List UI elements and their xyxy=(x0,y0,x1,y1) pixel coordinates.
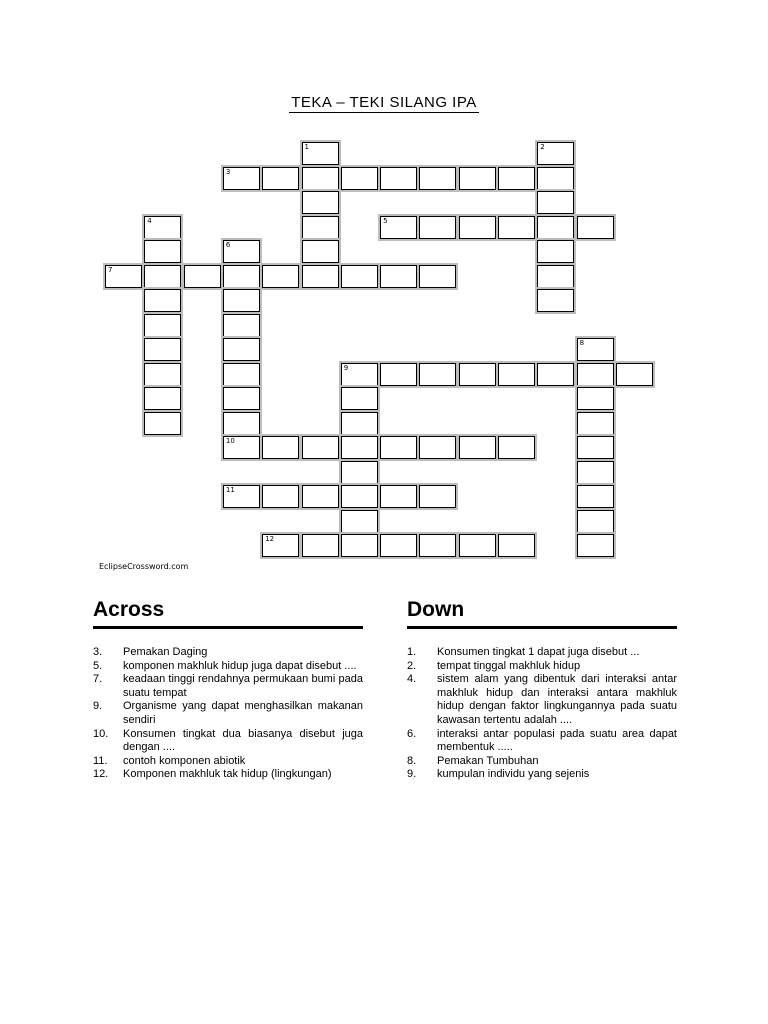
crossword-cell[interactable] xyxy=(223,289,260,312)
crossword-cell[interactable] xyxy=(144,216,181,239)
crossword-cell[interactable] xyxy=(498,534,535,557)
crossword-cell[interactable] xyxy=(302,216,339,239)
crossword-cell[interactable] xyxy=(223,436,260,459)
cell-number: 8 xyxy=(579,339,585,347)
crossword-cell[interactable] xyxy=(262,485,299,508)
crossword-cell[interactable] xyxy=(341,265,378,288)
down-clue xyxy=(407,646,677,660)
crossword-cell[interactable] xyxy=(341,461,378,484)
crossword-cell[interactable] xyxy=(577,534,614,557)
crossword-cell[interactable] xyxy=(302,265,339,288)
cell-number: 6 xyxy=(225,241,231,249)
clue-number: 8. xyxy=(407,754,417,767)
crossword-cell[interactable] xyxy=(537,240,574,263)
crossword-cell[interactable] xyxy=(223,412,260,435)
crossword-cell[interactable] xyxy=(577,216,614,239)
crossword-cell[interactable] xyxy=(380,265,417,288)
down-heading: Down xyxy=(407,598,677,629)
crossword-cell[interactable] xyxy=(302,240,339,263)
clue-text: Organisme yang dapat menghasilkan makanan sendiri xyxy=(123,700,363,726)
clue-text: Konsumen tingkat 1 dapat juga disebut ... xyxy=(437,646,640,658)
crossword-cell[interactable] xyxy=(537,216,574,239)
crossword-cell[interactable] xyxy=(144,338,181,361)
crossword-cell[interactable] xyxy=(341,387,378,410)
crossword-cell[interactable] xyxy=(262,265,299,288)
crossword-cell[interactable] xyxy=(498,363,535,386)
crossword-cell[interactable] xyxy=(302,485,339,508)
crossword-cell[interactable] xyxy=(419,265,456,288)
down-clue xyxy=(407,755,677,769)
crossword-cell[interactable] xyxy=(498,167,535,190)
crossword-cell[interactable] xyxy=(144,265,181,288)
crossword-cell[interactable] xyxy=(341,363,378,386)
crossword-cell[interactable] xyxy=(577,485,614,508)
crossword-cell[interactable] xyxy=(577,461,614,484)
crossword-cell[interactable] xyxy=(419,216,456,239)
crossword-cell[interactable] xyxy=(262,436,299,459)
clue-number: 3. xyxy=(93,646,103,658)
across-clue xyxy=(93,660,363,674)
clue-text: contoh komponen abiotik xyxy=(123,754,246,767)
clue-number: 2. xyxy=(407,659,417,672)
crossword-cell[interactable] xyxy=(262,167,299,190)
crossword-cell[interactable] xyxy=(223,240,260,263)
crossword-cell[interactable] xyxy=(537,265,574,288)
cell-number: 7 xyxy=(108,265,113,274)
crossword-cell[interactable] xyxy=(302,534,339,557)
across-heading: Across xyxy=(93,598,363,629)
crossword-cell[interactable] xyxy=(223,363,260,386)
cell-number: 10 xyxy=(225,437,235,445)
cell-number: 2 xyxy=(540,143,545,151)
clue-text: komponen makhluk hidup juga dapat disebut .... xyxy=(123,659,357,672)
crossword-cell[interactable] xyxy=(302,436,339,459)
crossword-cell[interactable] xyxy=(498,436,535,459)
clue-text: Pemakan Tumbuhan xyxy=(437,754,539,767)
crossword-cell[interactable] xyxy=(419,167,456,190)
clue-number: 10. xyxy=(93,727,109,740)
cell-number: 9 xyxy=(343,363,349,372)
clue-text: Komponen makhluk tak hidup (lingkungan) xyxy=(123,768,332,781)
clue-number: 12. xyxy=(93,768,109,781)
clue-text: Konsumen tingkat dua biasanya disebut juga dengan .... xyxy=(123,727,363,754)
clue-text: keadaan tinggi rendahnya permukaan bumi pada suatu tempat xyxy=(123,673,363,699)
crossword-cell[interactable] xyxy=(537,363,574,386)
crossword-cell[interactable] xyxy=(302,167,339,190)
clue-text: Pemakan Daging xyxy=(123,646,208,658)
across-clue xyxy=(93,700,363,727)
crossword-cell[interactable] xyxy=(459,216,496,239)
crossword-cell[interactable] xyxy=(577,363,614,386)
cell-number: 11 xyxy=(225,486,235,494)
cell-number: 5 xyxy=(383,216,388,225)
crossword-cell[interactable] xyxy=(223,387,260,410)
cell-number: 4 xyxy=(147,216,152,225)
across-clue xyxy=(93,768,363,782)
crossword-cell[interactable] xyxy=(380,485,417,508)
clue-text: kumpulan individu yang sejenis xyxy=(437,768,590,781)
crossword-cell[interactable] xyxy=(223,167,260,190)
across-clue xyxy=(93,755,363,769)
clue-number: 9. xyxy=(93,700,103,713)
clue-text: interaksi antar populasi pada suatu area dapat membentuk ..... xyxy=(437,727,677,754)
crossword-cell[interactable] xyxy=(577,387,614,410)
crossword-cell[interactable] xyxy=(419,436,456,459)
crossword-cell[interactable] xyxy=(380,436,417,459)
down-clue-list xyxy=(407,646,677,782)
credit-text: EclipseCrossword.com xyxy=(99,562,189,571)
down-clue xyxy=(407,728,677,755)
down-clue xyxy=(407,673,677,727)
crossword-cell[interactable] xyxy=(537,289,574,312)
crossword-cell[interactable] xyxy=(144,314,181,337)
crossword-cell[interactable] xyxy=(577,510,614,533)
crossword-cell[interactable] xyxy=(380,534,417,557)
clue-number: 1. xyxy=(407,646,417,658)
crossword-cell[interactable] xyxy=(144,289,181,312)
crossword-cell[interactable] xyxy=(380,216,417,239)
crossword-cell[interactable] xyxy=(616,363,653,386)
crossword-cell[interactable] xyxy=(223,485,260,508)
cell-number: 1 xyxy=(304,143,309,151)
crossword-cell[interactable] xyxy=(577,338,614,361)
crossword-cell[interactable] xyxy=(459,534,496,557)
crossword-cell[interactable] xyxy=(144,240,181,263)
crossword-cell[interactable] xyxy=(341,436,378,459)
cell-number: 3 xyxy=(225,167,231,176)
crossword-cell[interactable] xyxy=(223,265,260,288)
clue-number: 7. xyxy=(93,673,103,686)
clue-number: 5. xyxy=(93,659,103,672)
crossword-cell[interactable] xyxy=(459,436,496,459)
crossword-cell[interactable] xyxy=(577,412,614,435)
crossword-cell[interactable] xyxy=(302,142,339,165)
crossword-cell[interactable] xyxy=(144,363,181,386)
crossword-cell[interactable] xyxy=(498,216,535,239)
crossword-cell[interactable] xyxy=(537,167,574,190)
crossword-cell[interactable] xyxy=(223,338,260,361)
cell-number: 12 xyxy=(265,535,275,543)
clue-number: 9. xyxy=(407,768,417,781)
crossword-cell[interactable] xyxy=(380,363,417,386)
crossword-cell[interactable] xyxy=(577,436,614,459)
crossword-cell[interactable] xyxy=(262,534,299,557)
crossword-cell[interactable] xyxy=(459,363,496,386)
across-clue xyxy=(93,728,363,755)
clue-text: sistem alam yang dibentuk dari interaksi antar makhluk hidup dan interaksi antara makhluk hidup dengan faktor lingkungannya pada suatu kawasan tertentu adalah .... xyxy=(437,673,677,726)
crossword-cell[interactable] xyxy=(144,412,181,435)
crossword-cell[interactable] xyxy=(144,387,181,410)
down-clue xyxy=(407,660,677,674)
clue-number: 4. xyxy=(407,673,417,686)
crossword-cell[interactable] xyxy=(380,167,417,190)
clue-number: 11. xyxy=(93,754,108,767)
clue-text: tempat tinggal makhluk hidup xyxy=(437,659,581,672)
down-clue xyxy=(407,768,677,782)
crossword-cell[interactable] xyxy=(302,191,339,214)
crossword-cell[interactable] xyxy=(419,363,456,386)
crossword-cell[interactable] xyxy=(341,510,378,533)
crossword-cell[interactable] xyxy=(341,412,378,435)
crossword-cell[interactable] xyxy=(537,191,574,214)
crossword-cell[interactable] xyxy=(341,485,378,508)
clue-number: 6. xyxy=(407,727,417,740)
crossword-cell[interactable] xyxy=(419,534,456,557)
down-section xyxy=(407,598,677,782)
across-section xyxy=(93,598,363,782)
crossword-cell[interactable] xyxy=(184,265,221,288)
crossword-cell[interactable] xyxy=(459,167,496,190)
title-text: TEKA – TEKI SILANG IPA xyxy=(291,94,477,111)
across-clue-list xyxy=(93,646,363,782)
crossword-cell[interactable] xyxy=(223,314,260,337)
across-clue xyxy=(93,646,363,660)
crossword-cell[interactable] xyxy=(341,534,378,557)
across-clue xyxy=(93,673,363,700)
crossword-cell[interactable] xyxy=(419,485,456,508)
crossword-cell[interactable] xyxy=(537,142,574,165)
crossword-cell[interactable] xyxy=(341,167,378,190)
crossword-cell[interactable] xyxy=(105,265,142,288)
